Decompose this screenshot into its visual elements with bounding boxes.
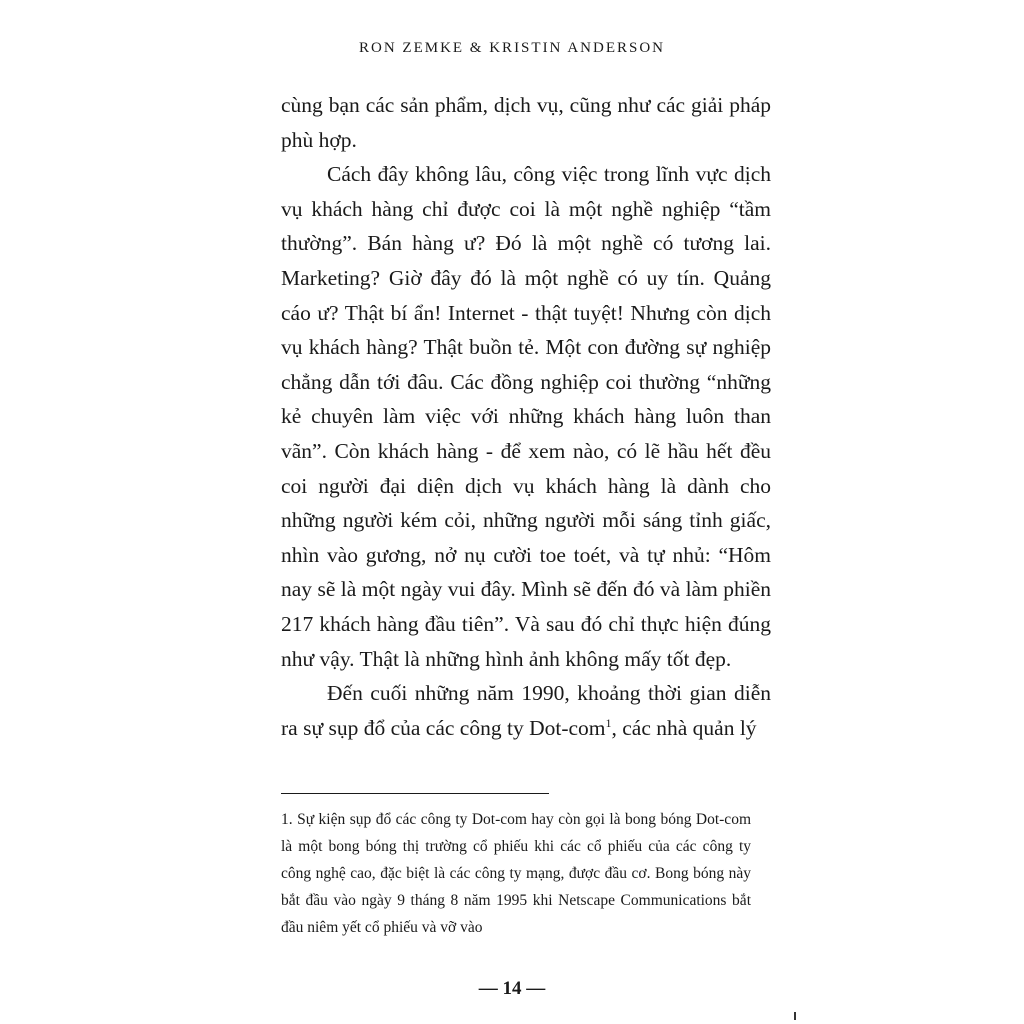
edge-mark [794, 1012, 796, 1020]
body-text [281, 88, 771, 745]
paragraph-3-end: , các nhà quản lý [611, 715, 757, 740]
paragraph-1: cùng bạn các sản phẩm, dịch vụ, cũng như các giải pháp phù hợp. [281, 93, 771, 152]
footnote: 1. Sự kiện sụp đổ các công ty Dot-com hay còn gọi là bong bóng Dot-com là một bong bóng thị trường cổ phiếu khi các cổ phiếu của các công ty công nghệ cao, đặc biệt là các công ty mạng, được đầu cơ. Bong bóng này bắt đầu vào ngày 9 tháng 8 năm 1995 khi Netscape Communications bắt đầu niêm yết cổ phiếu và vỡ vào [281, 811, 751, 936]
running-header: RON ZEMKE & KRISTIN ANDERSON [358, 40, 665, 56]
paragraph-2: Cách đây không lâu, công việc trong lĩnh vực dịch vụ khách hàng chỉ được coi là một nghề nghiệp “tầm thường”. Bán hàng ư? Đó là một nghề có tương lai. Marketing? Giờ đây đó là một nghề có uy tín. Quảng cáo ư? Thật bí ẩn! Internet - thật tuyệt! Nhưng còn dịch vụ khách hàng? Thật buồn tẻ. Một con đường sự nghiệp chẳng dẫn tới đâu. Các đồng nghiệp coi thường “những kẻ chuyên làm việc với những khách hàng luôn than vãn”. Còn khách hàng - để xem nào, có lẽ hầu hết đều coi người đại diện dịch vụ khách hàng là dành cho những người kém cỏi, những người mỗi sáng tỉnh giấc, nhìn vào gương, nở nụ cười toe toét, và tự nhủ: “Hôm nay sẽ là một ngày vui đây. Mình sẽ đến đó và làm phiền 217 khách hàng đầu tiên”. Và sau đó chỉ thực hiện đúng như vậy. Thật là những hình ảnh không mấy tốt đẹp. [281, 162, 771, 671]
footnote-reference: 1 [605, 715, 612, 730]
footnote-divider [281, 793, 549, 794]
page-number: — 14 — [478, 978, 546, 999]
paragraph-3 [281, 676, 771, 745]
paragraph-3-text: Đến cuối những năm 1990, khoảng thời gian diễn ra sự sụp đổ của các công ty Dot-com [281, 681, 771, 740]
